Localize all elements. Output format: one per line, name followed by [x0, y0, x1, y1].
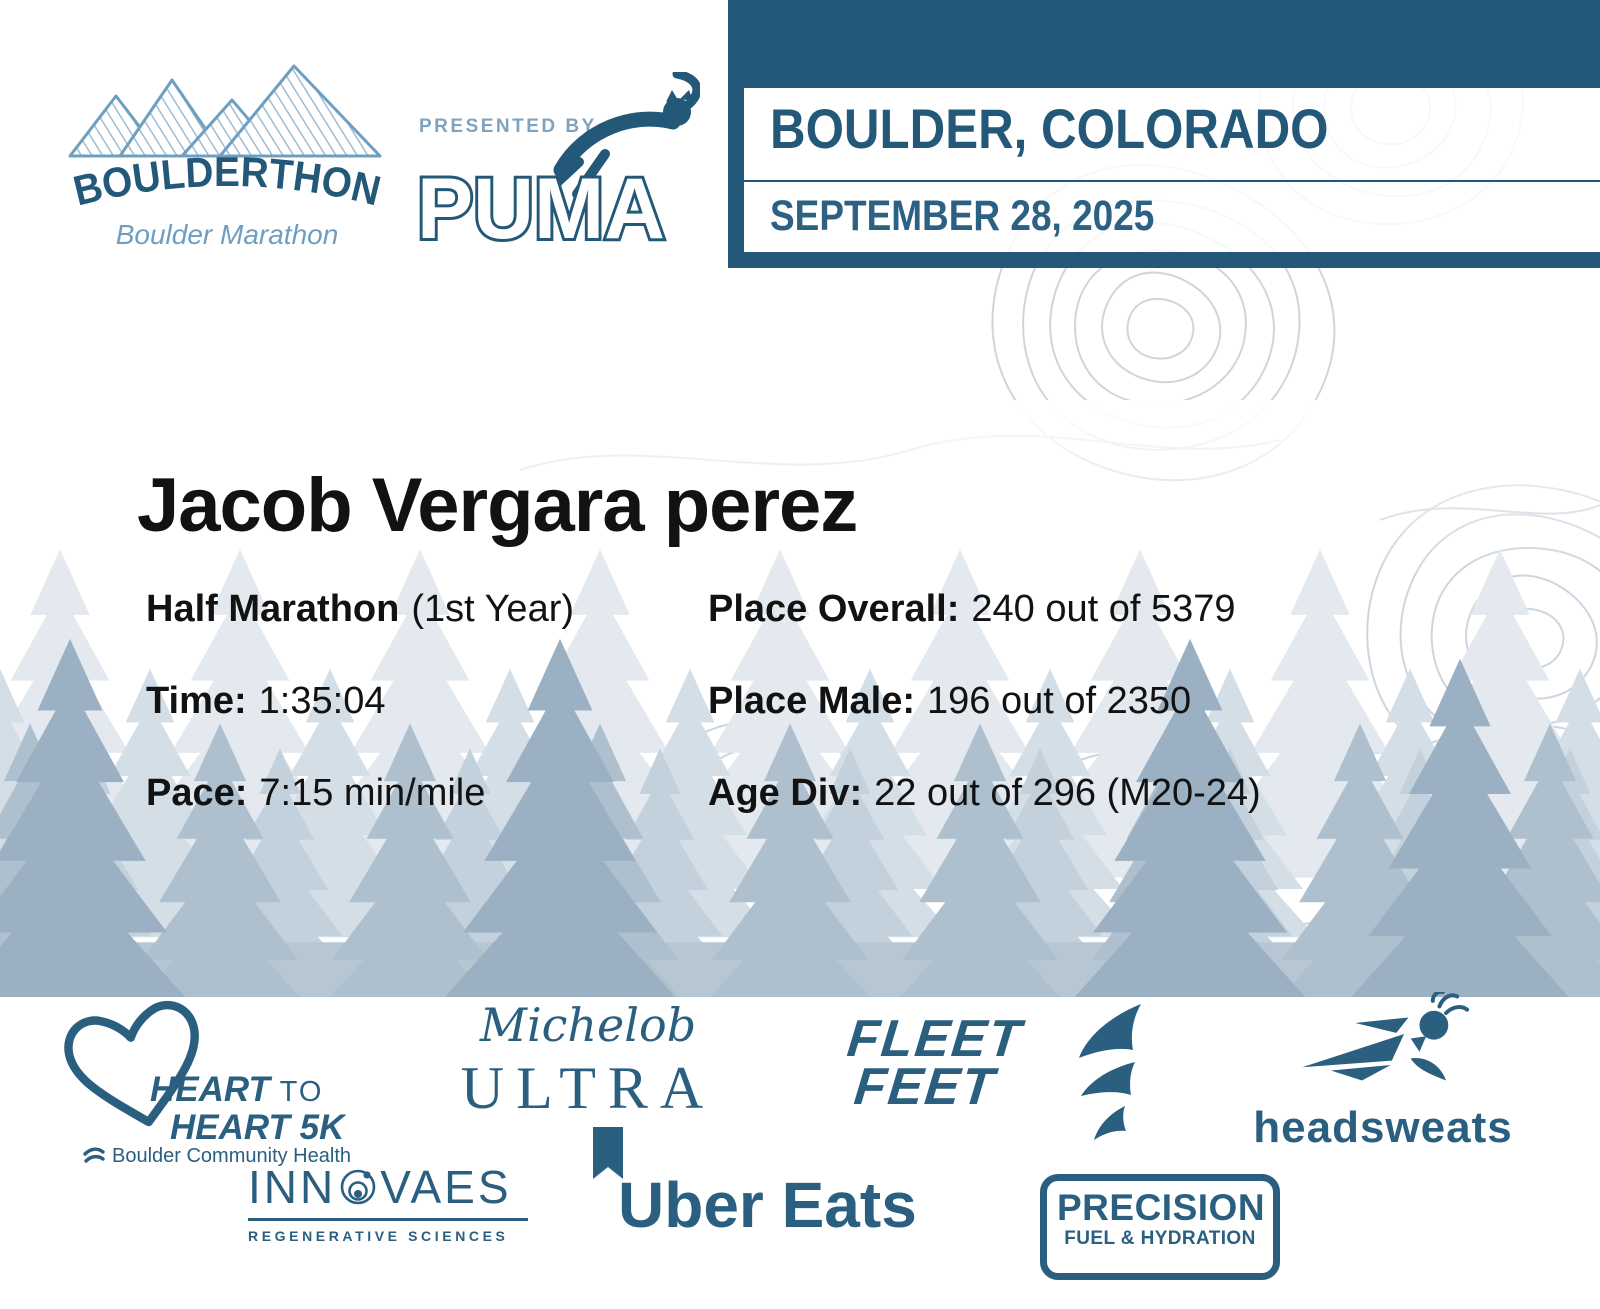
runner-icon [1288, 992, 1478, 1096]
stat-place-overall-value: 240 out of 5379 [971, 588, 1236, 630]
mountains-icon [70, 66, 380, 156]
to-word: TO [279, 1076, 324, 1108]
stat-place-male-value: 196 out of 2350 [927, 680, 1192, 722]
stat-age-div [708, 772, 1428, 818]
heart-word: HEART [150, 1070, 270, 1109]
ultra-wordmark: ULTRA [460, 1055, 716, 1121]
stat-place-male [708, 680, 1428, 726]
puma-wordmark: PUMA [417, 161, 665, 250]
boulderthon-subtitle: Boulder Marathon [115, 219, 339, 250]
michelob-script: Michelob [479, 998, 697, 1052]
banner-location: BOULDER, COLORADO [770, 97, 1329, 160]
bch-mark-icon [82, 1144, 106, 1168]
bch-label: Boulder Community Health [112, 1144, 351, 1167]
precision-fuel-hydration-logo [1040, 1174, 1280, 1280]
stat-age-div-label: Age Div: [708, 772, 863, 814]
atom-o-icon [338, 1167, 378, 1207]
headsweats-logo [1228, 992, 1538, 1152]
stat-time [146, 680, 686, 726]
stat-time-value: 1:35:04 [258, 680, 386, 722]
fleet-feet-wordmark [840, 1010, 1026, 1116]
stat-place-overall [708, 588, 1428, 634]
location-banner [728, 0, 1600, 268]
stat-race-value: (1st Year) [411, 588, 575, 630]
uber-eats-logo: Uber Eats [618, 1169, 917, 1241]
wing-icon [1053, 1004, 1153, 1144]
banner-body [728, 88, 1600, 252]
heart-to-heart-line1 [150, 1070, 323, 1110]
runner-name: Jacob Vergara perez [137, 463, 858, 548]
stat-place-male-label: Place Male: [708, 680, 915, 722]
innovaes-logo [248, 1160, 528, 1244]
stat-pace [146, 772, 686, 818]
precision-line2: FUEL & HYDRATION [1064, 1227, 1256, 1249]
banner-divider [728, 180, 1600, 182]
banner-date: SEPTEMBER 28, 2025 [770, 192, 1155, 240]
feet-line: FEET [851, 1057, 999, 1116]
headsweats-wordmark: headsweats [1253, 1103, 1513, 1152]
presented-by-label: PRESENTED BY [419, 116, 597, 137]
heart-to-heart-line2: HEART 5K [170, 1108, 345, 1147]
fleet-line: FLEET [844, 1010, 1026, 1068]
banner-top-bar [728, 0, 1600, 88]
stat-race-label: Half Marathon [146, 588, 400, 630]
puma-logo [415, 72, 700, 250]
innovaes-tagline: REGENERATIVE SCIENCES [248, 1228, 509, 1244]
innovaes-prefix: INN [248, 1161, 337, 1213]
precision-line1: PRECISION [1057, 1187, 1266, 1228]
stat-place-overall-label: Place Overall: [708, 588, 960, 630]
stat-pace-value: 7:15 min/mile [259, 772, 486, 814]
boulderthon-logo [62, 58, 392, 258]
stat-race [146, 588, 686, 634]
innovaes-suffix: VAES [380, 1161, 512, 1213]
stats-left-column [146, 588, 686, 864]
innovaes-wordmark [248, 1160, 528, 1221]
stat-pace-label: Pace: [146, 772, 248, 814]
boulderthon-wordmark: BOULDERTHON [68, 147, 388, 216]
fleet-feet-logo [845, 1008, 1155, 1148]
heart-to-heart-5k-logo [62, 992, 352, 1167]
stat-age-div-value: 22 out of 296 (M20-24) [874, 772, 1261, 814]
stat-time-label: Time: [146, 680, 247, 722]
banner-bottom-bar [728, 252, 1600, 268]
stats-right-column [708, 588, 1428, 864]
